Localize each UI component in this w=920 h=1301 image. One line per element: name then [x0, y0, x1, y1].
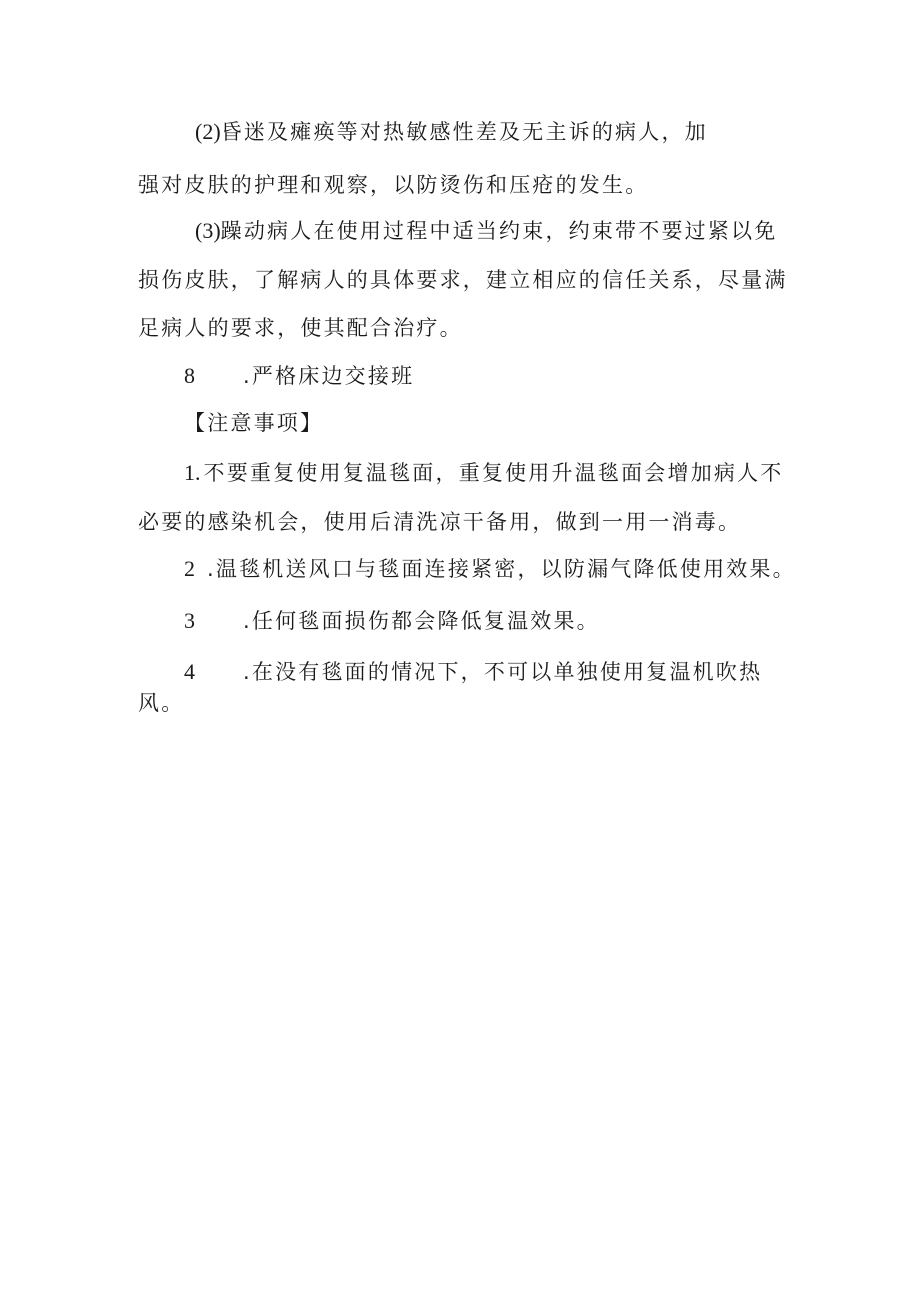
paragraph-3-text-1: 躁动病人在使用过程中适当约束，约束带不要过紧以免 [220, 219, 778, 243]
notes-heading [184, 409, 323, 437]
note-4-text-2: 风。 [138, 691, 185, 715]
note-4-line-2 [138, 689, 184, 717]
note-1-line-2 [138, 508, 741, 536]
item-8-text: .严格床边交接班 [243, 364, 415, 388]
note-3 [184, 607, 600, 635]
note-3-text: .任何毯面损伤都会降低复温效果。 [243, 609, 600, 633]
note-2 [184, 555, 796, 583]
note-1-number: 1. [184, 460, 201, 485]
paragraph-3-line-2 [138, 266, 788, 294]
note-1-line-1 [184, 459, 784, 487]
note-2-number: 2 [184, 556, 195, 581]
paragraph-3-text-2: 损伤皮肤，了解病人的具体要求，建立相应的信任关系，尽量满 [138, 268, 788, 292]
paragraph-2-line-1 [195, 118, 708, 146]
notes-heading-text: 【注意事项】 [184, 411, 324, 435]
paragraph-3-number: (3) [195, 218, 221, 243]
note-4-number: 4 [184, 659, 195, 684]
note-1-text-2: 必要的感染机会，使用后清洗凉干备用，做到一用一消毒。 [138, 510, 742, 534]
note-3-number: 3 [184, 608, 195, 633]
paragraph-2-line-2 [138, 171, 648, 199]
paragraph-3-text-3: 足病人的要求，使其配合治疗。 [138, 316, 463, 340]
note-4-text-1: .在没有毯面的情况下，不可以单独使用复温机吹热 [243, 660, 763, 684]
item-8 [184, 362, 414, 390]
paragraph-2-text-1: 昏迷及瘫痪等对热敏感性差及无主诉的病人，加 [220, 120, 708, 144]
note-1-text-1: 不要重复使用复温毯面，重复使用升温毯面会增加病人不 [203, 461, 784, 485]
paragraph-3-line-3 [138, 314, 463, 342]
paragraph-2-number: (2) [195, 119, 221, 144]
item-8-number: 8 [184, 363, 195, 388]
note-4-line-1 [184, 658, 762, 686]
note-2-text: .温毯机送风口与毯面连接紧密，以防漏气降低使用效果。 [207, 557, 796, 581]
paragraph-2-text-2: 强对皮肤的护理和观察，以防烫伤和压疮的发生。 [138, 173, 649, 197]
paragraph-3-line-1 [195, 217, 777, 245]
